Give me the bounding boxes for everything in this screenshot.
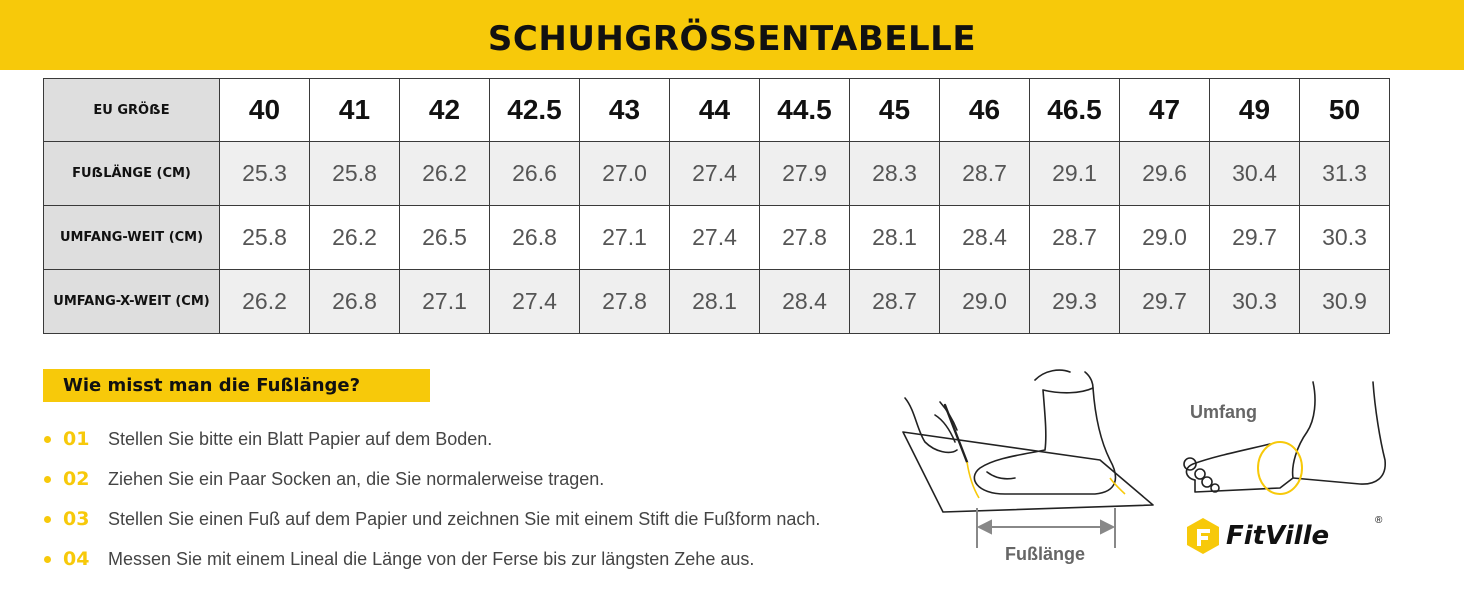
girth-label: Umfang (1190, 402, 1257, 422)
bullet-icon (44, 436, 51, 443)
table-cell: 26.5 (400, 206, 490, 270)
step-number: 03 (63, 508, 90, 530)
size-cell: 46.5 (1030, 79, 1120, 142)
row-header: EU GRÖẞE (44, 79, 220, 142)
table-cell: 27.8 (580, 270, 670, 334)
table-cell: 27.9 (760, 142, 850, 206)
table-cell: 30.3 (1210, 270, 1300, 334)
table-cell: 25.8 (220, 206, 310, 270)
size-cell: 44 (670, 79, 760, 142)
table-cell: 27.4 (670, 206, 760, 270)
howto-title: Wie misst man die Fußlänge? (63, 375, 361, 396)
table-cell: 31.3 (1300, 142, 1390, 206)
size-table (43, 78, 1390, 334)
step-text: Messen Sie mit einem Lineal die Länge von der Ferse bis zur längsten Zehe aus. (108, 548, 755, 569)
table-cell: 26.8 (310, 270, 400, 334)
fitville-logo-icon (1186, 517, 1220, 555)
table-row (44, 270, 1390, 334)
size-cell: 45 (850, 79, 940, 142)
girth-loop (1258, 442, 1302, 494)
table-cell: 28.7 (940, 142, 1030, 206)
list-item (43, 459, 820, 499)
step-text: Stellen Sie einen Fuß auf dem Papier und zeichnen Sie mit einem Stift die Fußform nach. (108, 508, 821, 529)
table-cell: 27.0 (580, 142, 670, 206)
size-cell: 42.5 (490, 79, 580, 142)
table-cell: 29.6 (1120, 142, 1210, 206)
table-cell: 29.0 (940, 270, 1030, 334)
table-cell: 26.8 (490, 206, 580, 270)
size-cell: 47 (1120, 79, 1210, 142)
step-number: 02 (63, 468, 90, 490)
table-cell: 26.2 (220, 270, 310, 334)
table-cell: 28.4 (760, 270, 850, 334)
howto-steps (43, 419, 820, 579)
size-cell: 43 (580, 79, 670, 142)
table-cell: 29.0 (1120, 206, 1210, 270)
bullet-icon (44, 556, 51, 563)
row-header: UMFANG-X-WEIT (CM) (44, 270, 220, 334)
size-cell: 41 (310, 79, 400, 142)
table-cell: 29.7 (1210, 206, 1300, 270)
table-cell: 27.4 (670, 142, 760, 206)
table-cell: 26.2 (400, 142, 490, 206)
size-cell: 46 (940, 79, 1030, 142)
table-cell: 29.7 (1120, 270, 1210, 334)
foot-girth-icon (1184, 382, 1385, 492)
brand-name: FitVille (1226, 521, 1330, 551)
registered-mark: ® (1375, 515, 1383, 526)
table-cell: 28.3 (850, 142, 940, 206)
table-row (44, 206, 1390, 270)
page-title: SCHUHGRÖSSENTABELLE (487, 19, 977, 59)
row-header: FUẞLÄNGE (CM) (44, 142, 220, 206)
table-cell: 27.1 (580, 206, 670, 270)
table-cell: 26.2 (310, 206, 400, 270)
table-cell: 27.1 (400, 270, 490, 334)
table-cell: 29.3 (1030, 270, 1120, 334)
table-cell: 28.7 (1030, 206, 1120, 270)
step-number: 04 (63, 548, 90, 570)
bullet-icon (44, 476, 51, 483)
table-row (44, 79, 1390, 142)
step-text: Ziehen Sie ein Paar Socken an, die Sie normalerweise tragen. (108, 468, 605, 489)
table-cell: 28.1 (850, 206, 940, 270)
size-cell: 50 (1300, 79, 1390, 142)
table-cell: 27.8 (760, 206, 850, 270)
table-cell: 30.9 (1300, 270, 1390, 334)
size-cell: 42 (400, 79, 490, 142)
length-label: Fußlänge (1005, 544, 1085, 564)
foot-on-paper-icon (903, 370, 1153, 512)
step-number: 01 (63, 428, 90, 450)
bullet-icon (44, 516, 51, 523)
table-cell: 28.1 (670, 270, 760, 334)
list-item (43, 539, 820, 579)
table-cell: 30.4 (1210, 142, 1300, 206)
size-cell: 40 (220, 79, 310, 142)
table-cell: 27.4 (490, 270, 580, 334)
table-cell: 28.7 (850, 270, 940, 334)
table-cell: 25.8 (310, 142, 400, 206)
table-cell: 30.3 (1300, 206, 1390, 270)
table-cell: 25.3 (220, 142, 310, 206)
row-header: UMFANG-WEIT (CM) (44, 206, 220, 270)
table-row (44, 142, 1390, 206)
list-item (43, 499, 820, 539)
table-cell: 29.1 (1030, 142, 1120, 206)
measure-arrow-icon (977, 508, 1115, 548)
table-cell: 28.4 (940, 206, 1030, 270)
table-cell: 26.6 (490, 142, 580, 206)
step-text: Stellen Sie bitte ein Blatt Papier auf dem Boden. (108, 428, 493, 449)
brand-logo (1186, 517, 1329, 555)
size-cell: 49 (1210, 79, 1300, 142)
size-cell: 44.5 (760, 79, 850, 142)
list-item (43, 419, 820, 459)
